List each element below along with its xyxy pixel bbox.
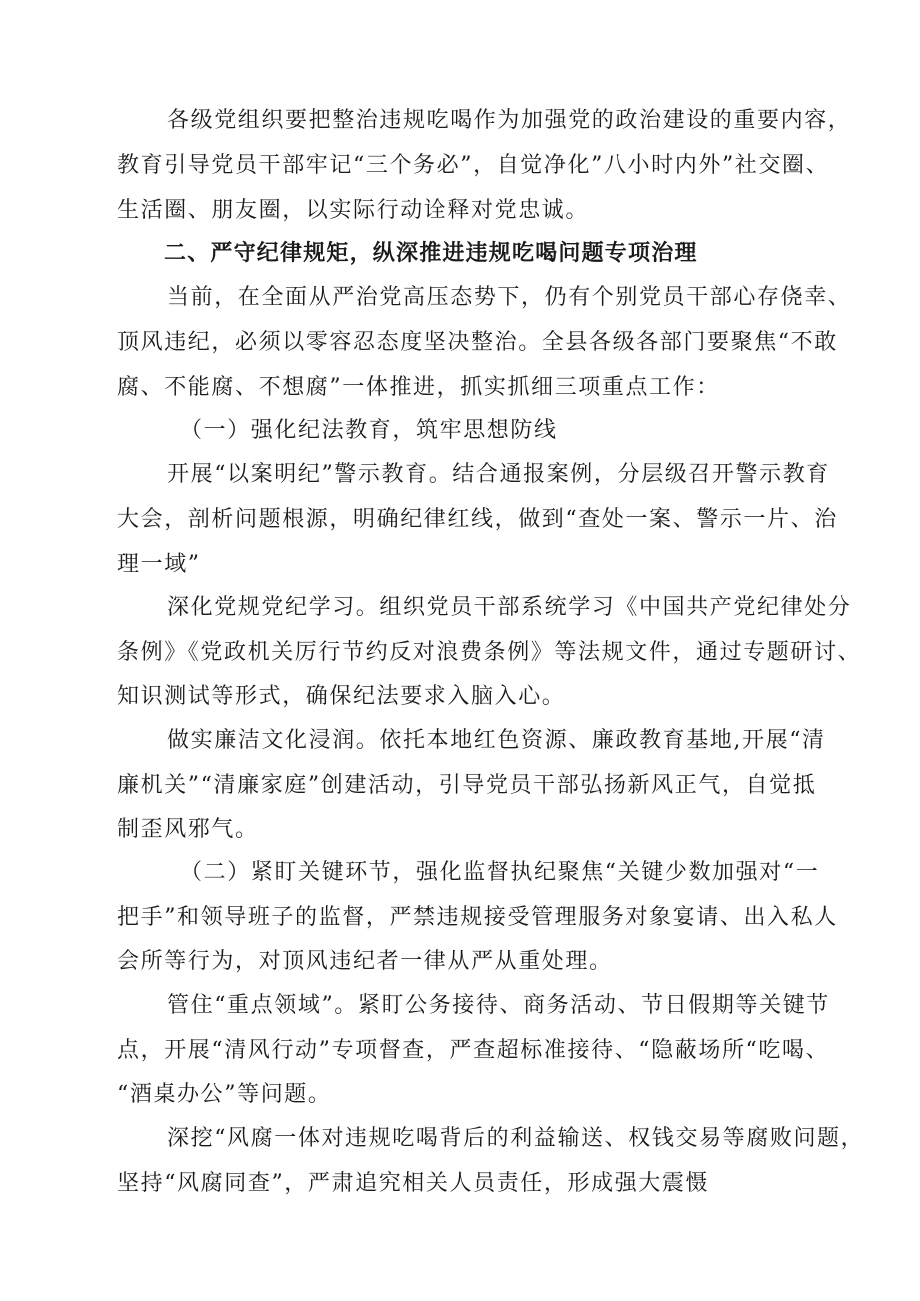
paragraph-line: 教育引导党员干部牢记“三个务必”，自觉净化”八小时内外”社交圈、 [117,153,830,178]
paragraph-line: 大会，剖析问题根源，明确纪律红线，做到“查处一案、警示一片、治 [117,507,838,532]
paragraph-line: 理一域” [117,552,201,577]
paragraph-line: 知识测试等形式，确保纪法要求入脑入心。 [117,684,566,709]
paragraph-line: 顶风违纪，必须以零容忍态度坚决整治。全县各级各部门要聚焦“不敢 [117,330,838,355]
subsection-heading: （一）强化纪法教育，筑牢思想防线 [180,418,558,443]
paragraph-line: 会所等行为，对顶风违纪者一律从严从重处理。 [117,949,613,974]
paragraph-line: 腐、不能腐、不想腐”一体推进，抓实抓细三项重点工作： [117,375,720,400]
paragraph-line: 深化党规党纪学习。组织党员干部系统学习《中国共产党纪律处分 [167,595,852,620]
subsection-heading: （二）紧盯关键环节，强化监督执纪聚焦“关键少数加强对“一 [180,860,820,885]
paragraph-line: 各级党组织要把整治违规吃喝作为加强党的政治建设的重要内容， [167,108,852,133]
paragraph-line: 点，开展“清风行动”专项督查，严查超标准接待、“隐蔽场所“吃喝、 [117,1038,830,1063]
paragraph-line: 坚持“风腐同查”，严肃追究相关人员责任，形成强大震慑 [117,1171,710,1196]
paragraph-line: 深挖“风腐一体对违规吃喝背后的利益输送、权钱交易等腐败问题， [167,1126,865,1151]
paragraph-line: 条例》《党政机关厉行节约反对浪费条例》等法规文件，通过专题研讨、 [117,640,862,665]
paragraph-line: 廉机关”“清廉家庭”创建活动，引导党员干部弘扬新风正气，自觉抵 [117,773,817,798]
paragraph-line: 把手”和领导班子的监督，严禁违规接受管理服务对象宴请、出入私人 [117,905,838,930]
section-heading: 二、严守纪律规矩，纵深推进违规吃喝问题专项治理 [164,241,698,266]
paragraph-line: 开展“以案明纪”警示教育。结合通报案例，分层级召开警示教育 [167,462,830,487]
paragraph-line: “酒桌办公”等问题。 [117,1082,332,1107]
paragraph-line: 生活圈、朋友圈，以实际行动诠释对党忠诚。 [117,198,590,223]
paragraph-line: 做实廉洁文化浸润。依托本地红色资源、廉政教育基地,开展“清 [167,728,826,753]
paragraph-line: 管住“重点领域”。紧盯公务接待、商务活动、节日假期等关键节 [167,993,830,1018]
paragraph-line: 制歪风邪气。 [117,817,259,842]
paragraph-line: 当前，在全面从严治党高压态势下，仍有个别党员干部心存侥幸、 [167,285,852,310]
